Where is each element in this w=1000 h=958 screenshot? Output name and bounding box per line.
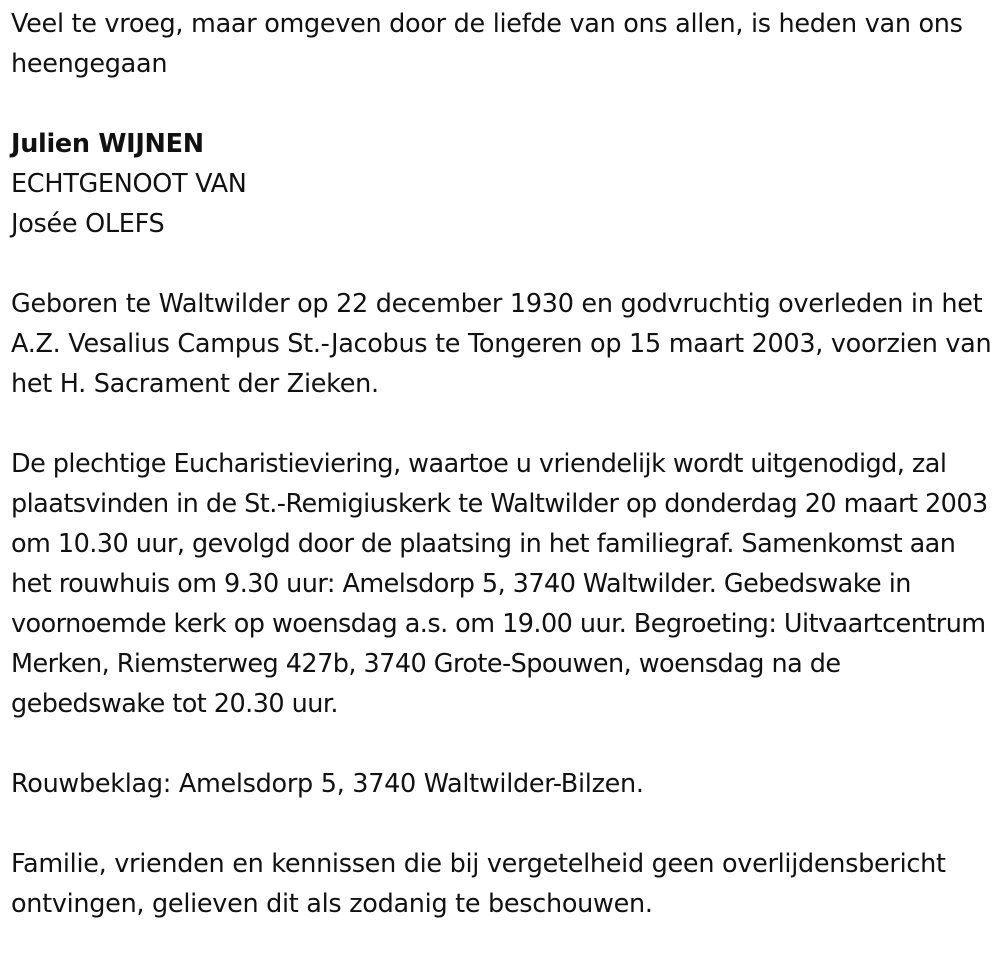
obituary-notice	[11, 4, 996, 924]
intro-line: Veel te vroeg, maar omgeven door de liefde van ons allen, is heden van ons heengegaan	[11, 9, 963, 79]
ceremony-paragraph: De plechtige Eucharistieviering, waartoe u vriendelijk wordt uitgenodigd, zal plaatsvinden in de St.-Remigiuskerk te Waltwilder op donderdag 20 maart 2003 om 10.30 uur, gevolgd door de plaatsing in het familiegraf. Samenkomst aan het rouwhuis om 9.30 uur: Amelsdorp 5, 3740 Waltwilder. Gebedswake in voornoemde kerk op woensdag a.s. om 19.00 uur. Begroeting: Uitvaartcentrum Merken, Riemsterweg 427b, 3740 Grote-Spouwen, woensdag na de gebedswake tot 20.30 uur.	[11, 449, 988, 719]
spouse-name: Josée OLEFS	[11, 209, 165, 239]
condolence-address: Rouwbeklag: Amelsdorp 5, 3740 Waltwilder-Bilzen.	[11, 769, 644, 799]
birth-death-paragraph: Geboren te Waltwilder op 22 december 1930 en godvruchtig overleden in het A.Z. Vesalius Campus St.-Jacobus te Tongeren op 15 maart 2003, voorzien van het H. Sacrament der Zieken.	[11, 289, 992, 399]
relation-label: ECHTGENOOT VAN	[11, 169, 247, 199]
spacer	[11, 244, 996, 284]
spacer	[11, 404, 996, 444]
spacer	[11, 84, 996, 124]
closing-paragraph: Familie, vrienden en kennissen die bij vergetelheid geen overlijdensbericht ontvingen, gelieven dit als zodanig te beschouwen.	[11, 849, 946, 919]
deceased-name: Julien WIJNEN	[11, 129, 204, 159]
spacer	[11, 724, 996, 764]
spacer	[11, 804, 996, 844]
